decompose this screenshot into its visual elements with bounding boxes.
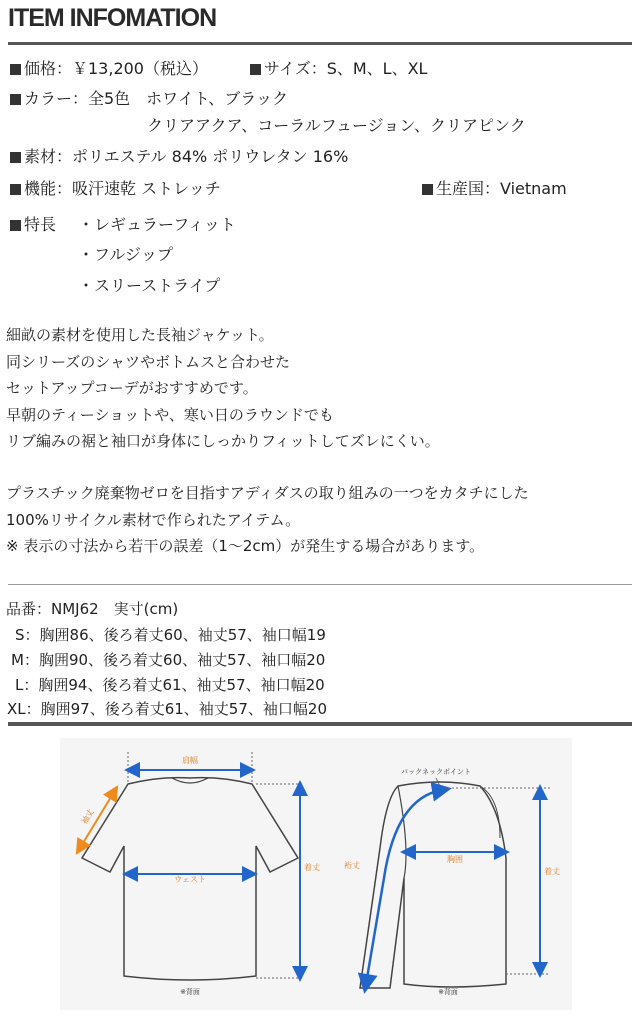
size-row-l: L：胸囲94、後ろ着丈61、袖丈57、袖口幅20 <box>15 676 325 694</box>
length-label-right: 着丈 <box>544 867 560 876</box>
chest-label: 胸囲 <box>447 855 463 864</box>
measurement-diagram-svg <box>60 738 572 1010</box>
bullet-square-icon <box>10 184 21 195</box>
feature-item: ・レギュラーフィット <box>78 215 236 234</box>
spec-material-text: 素材：ポリエステル 84% ポリウレタン 16% <box>24 147 349 166</box>
spec-price <box>10 56 208 79</box>
spec-function-text: 機能：吸汗速乾 ストレッチ <box>24 179 221 198</box>
description-line: プラスチック廃棄物ゼロを目指すアディダスの取り組みの一つをカタチにした <box>6 484 529 502</box>
bullet-square-icon <box>422 184 433 195</box>
description-line: セットアップコーデがおすすめです。 <box>6 379 258 397</box>
shoulder-label: 肩幅 <box>182 756 198 765</box>
spec-price-text: 価格：￥13,200（税込） <box>24 59 208 78</box>
back-note-right: ※背面 <box>438 988 458 996</box>
spec-color <box>10 86 288 109</box>
size-chart-header: 品番：NMJ62 実寸(cm) <box>6 600 179 618</box>
page-title: ITEM INFOMATION <box>8 4 217 32</box>
spec-size-text: サイズ：S、M、L、XL <box>264 59 428 78</box>
measurement-diagram <box>60 738 572 1010</box>
description-line: 100%リサイクル素材で作られたアイテム。 <box>6 510 301 529</box>
yuki-label: 裄丈 <box>344 861 360 870</box>
size-row-m: M：胸囲90、後ろ着丈60、袖丈57、袖口幅20 <box>11 651 326 669</box>
size-row-xl: XL：胸囲97、後ろ着丈61、袖丈57、袖口幅20 <box>7 700 327 718</box>
description-line: ※ 表示の寸法から若干の誤差（1〜2cm）が発生する場合があります。 <box>6 537 485 555</box>
spec-material <box>10 144 348 167</box>
description-block <box>6 322 440 455</box>
bullet-square-icon <box>10 220 21 231</box>
spec-features-label <box>10 212 56 235</box>
spec-function <box>10 176 221 199</box>
description-line: 細畝の素材を使用した長袖ジャケット。 <box>6 326 274 344</box>
size-row-s: S：胸囲86、後ろ着丈60、袖丈57、袖口幅19 <box>15 626 326 644</box>
bullet-square-icon <box>10 94 21 105</box>
sleeve-label: 袖丈 <box>79 807 96 826</box>
description-line: リブ編みの裾と袖口が身体にしっかりフィットしてズレにくい。 <box>6 432 440 450</box>
waist-label: ウェスト <box>174 875 206 884</box>
length-label-left: 着丈 <box>304 863 320 872</box>
description-block-2 <box>6 480 529 560</box>
bullet-square-icon <box>10 152 21 163</box>
spec-origin <box>422 176 567 199</box>
bullet-square-icon <box>10 64 21 75</box>
title-rule <box>8 42 632 45</box>
feature-item: ・フルジップ <box>78 245 173 264</box>
size-chart-rule <box>8 722 632 726</box>
back-neck-label: バックネックポイント <box>401 768 471 776</box>
spec-origin-text: 生産国：Vietnam <box>436 179 567 198</box>
feature-item: ・スリーストライプ <box>78 276 221 295</box>
description-line: 同シリーズのシャツやボトムスと合わせた <box>6 352 290 371</box>
section-divider <box>8 584 632 585</box>
spec-color-cont: クリアアクア、コーラルフュージョン、クリアピンク <box>147 116 526 135</box>
spec-size <box>250 56 427 79</box>
spec-features-label-text: 特長 <box>24 215 57 234</box>
description-line: 早朝のティーショットや、寒い日のラウンドでも <box>6 405 334 424</box>
spec-color-text: カラー：全5色 ホワイト、ブラック <box>24 89 288 108</box>
back-note-left: ※背面 <box>180 988 200 996</box>
bullet-square-icon <box>250 64 261 75</box>
